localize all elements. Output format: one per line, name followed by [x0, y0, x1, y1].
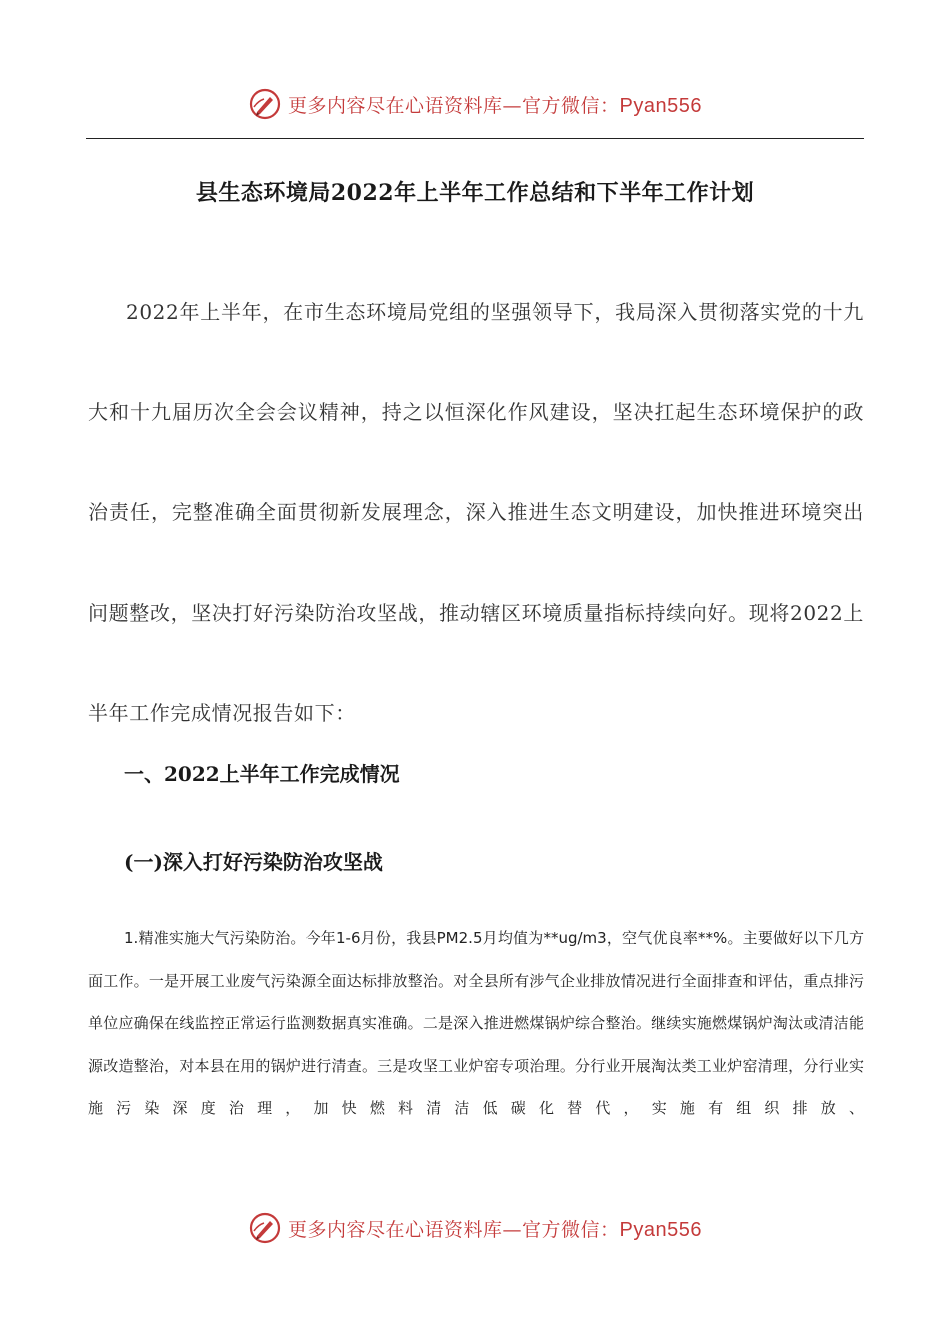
subsection-heading: (一)深入打好污染防治攻坚战 [124, 850, 383, 874]
header-banner [0, 84, 950, 124]
pen-logo-icon [248, 1211, 282, 1245]
section-heading: 一、2022上半年工作完成情况 [124, 762, 400, 786]
footer-banner [0, 1208, 950, 1248]
document-title: 县生态环境局2022年上半年工作总结和下半年工作计划 [195, 180, 755, 206]
banner-wechat-id: Pyan556 [619, 1218, 702, 1241]
intro-paragraph: 2022年上半年，在市生态环境局党组的坚强领导下，我局深入贯彻落实党的十九大和十九届历次全会会议精神，持之以恒深化作风建设，坚决扛起生态环境保护的政治责任，完整准确全面贯彻新发展理念，深入推进生态文明建设，加快推进环境突出问题整改，坚决打好污染防治攻坚战，推动辖区环境质量指标持续向好。现将2022上半年工作完成情况报告如下： [88, 300, 864, 725]
banner-slogan: 更多内容尽在心语资料库—官方微信： [288, 1218, 620, 1241]
banner-text [288, 1215, 702, 1242]
header-divider [86, 138, 864, 139]
body-paragraph: 1.精准实施大气污染防治。今年1-6月份，我县PM2.5月均值为**ug/m3，空气优良率**%。主要做好以下几方面工作。一是开展工业废气污染源全面达标排放整治。对全县所有涉气企业排放情况进行全面排查和评估，重点排污单位应确保在线监控正常运行监测数据真实准确。二是深入推进燃煤锅炉综合整治。继续实施燃煤锅炉淘汰或清洁能源改造整治，对本县在用的锅炉进行清查。三是攻坚工业炉窑专项治理。分行业开展淘汰类工业炉窑清理，分行业实施污染深度治理，加快燃料清洁低碳化替代，实施有组织排放、 [88, 929, 864, 1118]
banner-slogan: 更多内容尽在心语资料库—官方微信： [288, 94, 620, 117]
banner-text [288, 91, 702, 118]
pen-logo-icon [248, 87, 282, 121]
banner-wechat-id: Pyan556 [619, 94, 702, 117]
